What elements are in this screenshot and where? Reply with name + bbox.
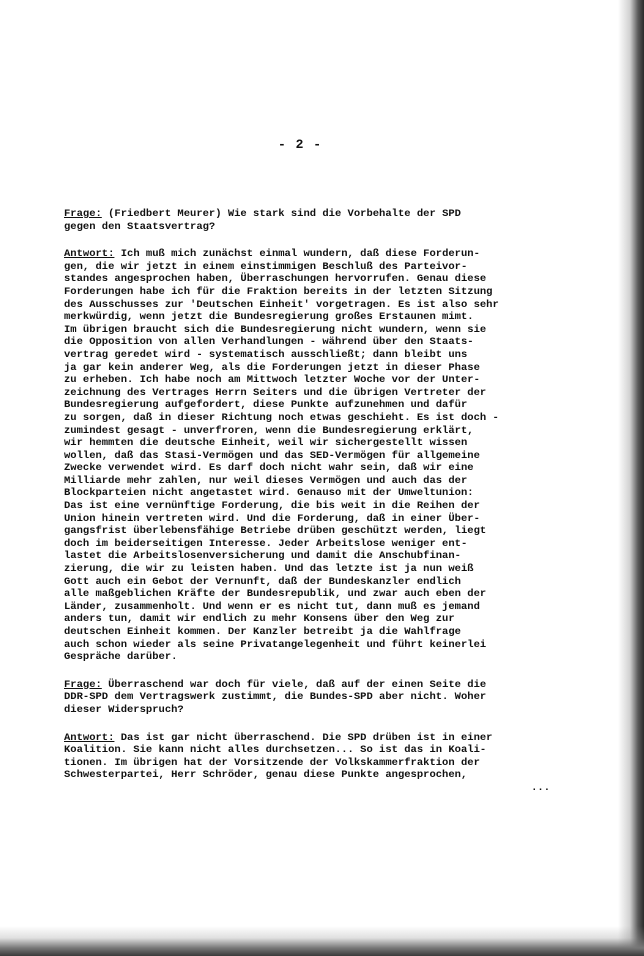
text-line: des Ausschusses zur 'Deutschen Einheit' vorgetragen. Es ist also sehr <box>64 298 499 311</box>
text-line: Koalition. Sie kann nicht alles durchsetzen... So ist das in Koali- <box>64 744 487 757</box>
line-text: (Friedbert Meurer) Wie stark sind die Vorbehalte der SPD <box>101 208 461 220</box>
text-line: Blockparteien nicht angetastet wird. Genauso mit der Umweltunion: <box>64 487 474 500</box>
text-line: deutschen Einheit kommen. Der Kanzler betreibt ja die Wahlfrage <box>64 626 461 638</box>
text-line: Milliarde mehr zahlen, nur weil dieses Vermögen und auch das der <box>64 474 468 487</box>
text-line: dieser Widerspruch? <box>64 703 184 716</box>
text-line: wollen, daß das Stasi-Vermögen und das SED-Vermögen für allgemeine <box>64 449 480 462</box>
text-line: doch im beiderseitigen Interesse. Jeder Arbeitslose weniger ent- <box>64 537 468 550</box>
text-line: wir hemmten die deutsche Einheit, weil wir sichergestellt wissen <box>64 437 468 450</box>
text-line: gen, die wir jetzt in einem einstimmigen Beschluß des Parteivor- <box>64 260 468 273</box>
text-line: Gott auch ein Gebot der Vernunft, daß der Bundeskanzler endlich <box>64 575 461 588</box>
text-line: zumindest gesagt - unverfroren, wenn die Bundesregierung erklärt, <box>64 424 474 437</box>
text-line: die Opposition von allen Verhandlungen - während über den Staats- <box>64 336 474 349</box>
text-line: zu erheben. Ich habe noch am Mittwoch letzter Woche vor der Unter- <box>64 374 480 387</box>
text-line <box>64 248 550 261</box>
text-line: Forderungen habe ich für die Fraktion bereits in der letzten Sitzung <box>64 285 493 298</box>
document-body <box>64 208 550 810</box>
text-line: tionen. Im übrigen hat der Vorsitzende der Volkskammerfraktion der <box>64 756 480 769</box>
text-line: Schwesterpartei, Herr Schröder, genau diese Punkte angesprochen, <box>64 769 468 782</box>
text-line: DDR-SPD dem Vertragswerk zustimmt, die Bundes-SPD aber nicht. Woher <box>64 691 487 704</box>
text-line: Bundesregierung aufgefordert, diese Punkte aufzunehmen und dafür <box>64 399 468 412</box>
text-line: Im übrigen braucht sich die Bundesregierung nicht wundern, wenn sie <box>64 323 487 336</box>
text-line: standes angesprochen haben, Überraschungen hervorrufen. Genau diese <box>64 273 487 286</box>
text-line: lastet die Arbeitslosenversicherung und damit die Anschubfinan- <box>64 550 461 563</box>
question-block <box>64 208 550 233</box>
text-line: Das ist eine vernünftige Forderung, die bis weit in die Reihen der <box>64 500 480 513</box>
text-line <box>64 732 550 745</box>
page-number: - 2 - <box>277 137 322 152</box>
continuation-marker: ... <box>531 781 550 794</box>
question-block <box>64 679 550 717</box>
text-line: auch schon wieder als seine Privatangelegenheit und führt keinerlei <box>64 638 487 651</box>
speaker-label: Antwort: <box>64 248 115 261</box>
speaker-label: Frage: <box>64 208 102 220</box>
text-line <box>64 208 550 221</box>
speaker-label: Antwort: <box>64 731 115 744</box>
scan-edge-bottom <box>0 926 644 956</box>
text-line <box>64 679 550 692</box>
line-text: Das ist gar nicht überraschend. Die SPD drüben ist in einer <box>114 731 493 744</box>
text-line: Union hinein vertreten wird. Und die Forderung, daß in einer Über- <box>64 512 480 525</box>
answer-block <box>64 732 550 795</box>
scan-edge-right <box>618 0 644 956</box>
text-line: zu sorgen, daß in dieser Richtung noch etwas geschieht. Es ist doch - <box>64 411 499 424</box>
text-line: merkwürdig, wenn jetzt die Bundesregierung großes Erstaunen mimt. <box>64 311 474 324</box>
text-line: zeichnung des Vertrages Herrn Seiters und die übrigen Vertreter der <box>64 386 487 399</box>
answer-block <box>64 248 550 664</box>
speaker-label: Frage: <box>64 678 102 691</box>
text-line: anders tun, damit wir endlich zu mehr Konsens über den Weg zur <box>64 613 455 626</box>
text-line: Gespräche darüber. <box>64 651 178 664</box>
text-line: gegen den Staatsvertrag? <box>64 220 216 233</box>
text-line: alle maßgeblichen Kräfte der Bundesrepublik, und zwar auch eben der <box>64 588 487 601</box>
line-text: Überraschend war doch für viele, daß auf der einen Seite die <box>101 678 487 691</box>
text-line: Länder, zusammenholt. Und wenn er es nicht tut, dann muß es jemand <box>64 600 480 613</box>
text-line: zierung, die wir zu leisten haben. Und das letzte ist ja nun weiß <box>64 563 474 576</box>
text-line: Zwecke verwendet wird. Es darf doch nicht wahr sein, daß wir eine <box>64 462 474 475</box>
text-line: ja gar kein anderer Weg, als die Forderungen jetzt in dieser Phase <box>64 361 480 374</box>
text-line: gangsfrist überlebensfähige Betriebe drüben geschützt werden, liegt <box>64 525 487 538</box>
text-line: vertrag geredet wird - systematisch ausschließt; dann bleibt uns <box>64 348 468 361</box>
line-text: Ich muß mich zunächst einmal wundern, daß diese Forderun- <box>114 248 480 261</box>
